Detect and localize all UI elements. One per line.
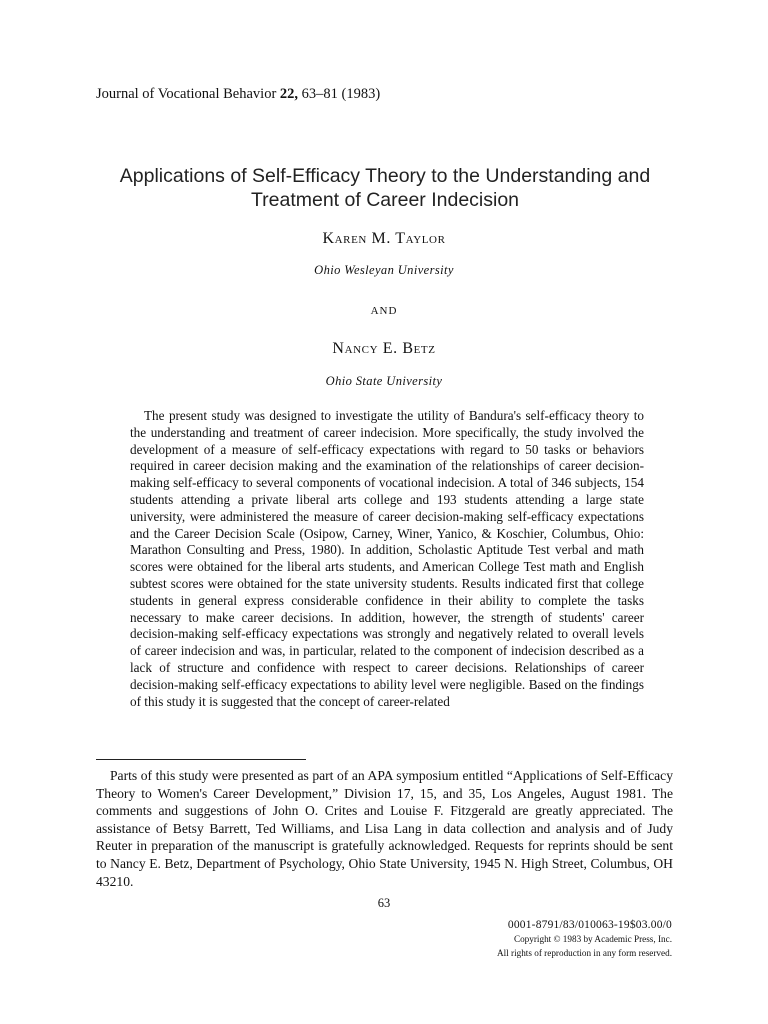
abstract xyxy=(130,408,644,710)
journal-citation xyxy=(96,86,380,103)
author-1-name-text: Karen M. Taylor xyxy=(322,230,446,247)
article-title xyxy=(40,164,730,212)
author-1-name xyxy=(0,230,768,248)
abstract-text: The present study was designed to investigate the utility of Bandura's self-efficacy theory to the understanding and treatment of career indecision. More specifically, the study involved the development of a measure of self-efficacy expectations with regard to 50 tasks or behaviors required in career decision making and the examination of the relationships of career decision-making self-efficacy to several components of vocational indecision. A total of 346 subjects, 154 students attending a private liberal arts college and 193 students attending a large state university, were administered the measure of career decision-making self-efficacy expectations and the Career Decision Scale (Osipow, Carney, Winer, Yanico, & Koschier, Columbus, Ohio: Marathon Consulting and Press, 1980). In addition, Scholastic Aptitude Test verbal and math scores were obtained for the liberal arts students, and American College Test math and English subtest scores were obtained for the state university students. Results indicated first that college students in general express considerable confidence in their ability to complete the tasks necessary to make career decisions. In addition, however, the strength of students' career decision-making self-efficacy expectations was strongly and negatively related to overall levels of career indecision and was, in particular, related to the component of indecision described as a lack of structure and confidence with respect to career decisions. Relationships of career decision-making self-efficacy expectations to ability level were negligible. Based on the findings of this study it is suggested that the concept of career-related xyxy=(130,408,644,709)
journal-name: Journal of Vocational Behavior xyxy=(96,86,277,102)
footnote xyxy=(96,767,673,890)
author-2-affiliation: Ohio State University xyxy=(325,374,443,388)
journal-volume: 22, xyxy=(279,86,299,102)
author-2-name xyxy=(0,340,768,358)
journal-pages-year: 63–81 (1983) xyxy=(301,86,381,102)
copyright-notice: Copyright © 1983 by Academic Press, Inc. xyxy=(513,934,672,944)
footnote-text: Parts of this study were presented as part of an APA symposium entitled “Applications of Self-Efficacy Theory to Women's Career Development,” Division 17, 15, and 35, Los Angeles, August 1981. The comments and suggestions of John O. Crites and Louise F. Fitzgerald are greatly appreciated. The assistance of Betsy Barrett, Ted Williams, and Lisa Lang in data collection and analysis and of Judy Reuter in preparation of the manuscript is gratefully acknowledged. Requests for reprints should be sent to Nancy E. Betz, Department of Psychology, Ohio State University, 1945 N. High Street, Columbus, OH 43210. xyxy=(96,768,673,889)
rights-notice: All rights of reproduction in any form reserved. xyxy=(496,948,672,958)
page-number: 63 xyxy=(377,896,391,910)
footnote-rule xyxy=(96,759,306,760)
and-separator: AND xyxy=(370,305,398,317)
publisher-info xyxy=(497,918,672,960)
author-1-affiliation: Ohio Wesleyan University xyxy=(314,263,454,277)
publisher-code: 0001-8791/83/010063-19$03.00/0 xyxy=(507,919,672,931)
article-title-line-2: Treatment of Career Indecision xyxy=(250,189,520,211)
author-2-name-text: Nancy E. Betz xyxy=(332,340,436,357)
article-title-line-1: Applications of Self-Efficacy Theory to the Understanding and xyxy=(119,165,651,187)
